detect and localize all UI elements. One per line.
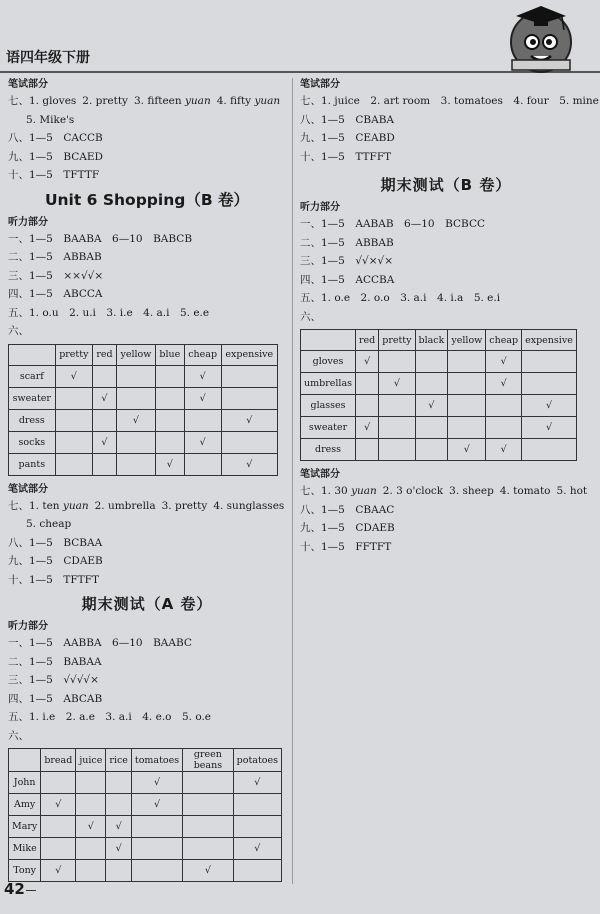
- table-cell: √: [221, 453, 277, 475]
- answer-line: 六、: [300, 310, 321, 323]
- table-cell: √: [356, 351, 379, 373]
- answer-line: 5. Mike's: [26, 113, 75, 126]
- answer-line: 二、1—5 ABBAB: [8, 251, 102, 263]
- answer-line: 四、1—5 ABCAB: [8, 692, 103, 705]
- section-label: 听力部分: [8, 621, 48, 632]
- answer-line: 十、1—5 TFTTF: [8, 169, 100, 181]
- row-label: pants: [9, 453, 56, 475]
- column-header: cheap: [486, 330, 522, 351]
- table-cell: [486, 417, 522, 439]
- table-cell: √: [486, 373, 522, 395]
- page-number: 42: [4, 880, 25, 898]
- answer-line: 三、1—5 √√×√×: [300, 255, 394, 267]
- table-cell: [379, 351, 415, 373]
- row-label: Mary: [9, 816, 41, 838]
- table-cell: [41, 838, 76, 860]
- column-header: rice: [106, 749, 132, 772]
- table-row: [301, 351, 577, 373]
- table-cell: √: [522, 417, 577, 439]
- table-cell: [415, 417, 448, 439]
- table-cell: [522, 351, 577, 373]
- section-title: 期末测试（B 卷）: [380, 176, 512, 194]
- table-row: [301, 439, 577, 461]
- table-cell: [155, 409, 184, 431]
- table-cell: [76, 772, 106, 794]
- table-cell: [131, 860, 182, 882]
- mascot-logo-icon: [504, 2, 578, 78]
- answer-line: 九、1—5 CEABD: [300, 132, 395, 144]
- table-cell: [116, 365, 155, 387]
- column-divider: [292, 78, 293, 884]
- table-cell: [183, 816, 234, 838]
- table-cell: [55, 387, 92, 409]
- answer-line: 十、1—5 TTFFT: [300, 150, 392, 163]
- table-cell: [221, 365, 277, 387]
- column-header: potatoes: [233, 749, 281, 772]
- table-cell: √: [233, 772, 281, 794]
- table-cell: [92, 453, 116, 475]
- table-cell: [233, 816, 281, 838]
- table-cell: √: [184, 365, 221, 387]
- table-row: [9, 816, 282, 838]
- table-row: [9, 387, 278, 409]
- table-cell: [106, 772, 132, 794]
- table-cell: √: [76, 816, 106, 838]
- table-cell: [183, 838, 234, 860]
- table-cell: √: [116, 409, 155, 431]
- column-header: yellow: [448, 330, 486, 351]
- table-row: [301, 373, 577, 395]
- table-cell: [41, 772, 76, 794]
- left-column: [8, 77, 286, 888]
- answer-line: 六、: [8, 325, 29, 337]
- answer-line: 八、1—5 CACCB: [8, 132, 103, 144]
- table-cell: [92, 409, 116, 431]
- table-cell: [448, 417, 486, 439]
- table-cell: √: [448, 439, 486, 461]
- table-cell: [356, 439, 379, 461]
- answer-line: 一、1—5 AABAB 6—10 BCBCC: [300, 218, 486, 230]
- table-cell: [55, 431, 92, 453]
- table-cell: [448, 351, 486, 373]
- table-cell: [155, 365, 184, 387]
- table-cell: [356, 395, 379, 417]
- table-cell: √: [233, 838, 281, 860]
- column-header: blue: [155, 344, 184, 365]
- answer-line: 八、1—5 CBABA: [300, 113, 394, 126]
- table-row: [9, 838, 282, 860]
- table-cell: [448, 373, 486, 395]
- row-label: dress: [9, 409, 56, 431]
- table-cell: √: [184, 431, 221, 453]
- table-row: [9, 431, 278, 453]
- table-cell: [486, 395, 522, 417]
- answer-line: 八、1—5 CBAAC: [300, 503, 395, 516]
- table-cell: [221, 387, 277, 409]
- answer-line: 一、1—5 AABBA 6—10 BAABC: [8, 637, 192, 649]
- section-title: 期末测试（A 卷）: [81, 595, 213, 613]
- table-cell: [356, 373, 379, 395]
- book-title: 语四年级下册: [6, 50, 90, 66]
- answer-line: 三、1—5 √√√√×: [8, 674, 99, 686]
- answer-line: 一、1—5 BAABA 6—10 BABCB: [8, 232, 193, 245]
- column-header: cheap: [184, 344, 221, 365]
- table-cell: [448, 395, 486, 417]
- table-cell: √: [155, 453, 184, 475]
- table-cell: √: [522, 395, 577, 417]
- section-label: 笔试部分: [300, 79, 340, 90]
- table-row: [9, 365, 278, 387]
- row-label: Amy: [9, 794, 41, 816]
- table-cell: [155, 431, 184, 453]
- row-label: Tony: [9, 860, 41, 882]
- answer-line: 五、1. i.e 2. a.e 3. a.i 4. e.o 5. o.e: [8, 711, 212, 723]
- row-label: scarf: [9, 365, 56, 387]
- table-cell: √: [356, 417, 379, 439]
- column-header: [9, 749, 41, 772]
- answer-line: 七、1. juice 2. art room 3. tomatoes 4. four 5. mine: [300, 95, 599, 107]
- table-cell: √: [106, 816, 132, 838]
- row-label: socks: [9, 431, 56, 453]
- table-cell: √: [486, 351, 522, 373]
- table-cell: [76, 794, 106, 816]
- table-cell: √: [379, 373, 415, 395]
- table-cell: √: [183, 860, 234, 882]
- column-header: juice: [76, 749, 106, 772]
- table-cell: [76, 860, 106, 882]
- answer-line: 八、1—5 BCBAA: [8, 536, 103, 549]
- page-number-rule: [26, 890, 36, 891]
- table-row: [9, 794, 282, 816]
- table-row: [9, 860, 282, 882]
- column-header: pretty: [379, 330, 415, 351]
- section-title: Unit 6 Shopping（B 卷）: [44, 190, 250, 209]
- table-cell: [415, 373, 448, 395]
- answer-line: 四、1—5 ACCBA: [300, 273, 395, 286]
- answer-line: 四、1—5 ABCCA: [8, 288, 103, 300]
- section-label: 听力部分: [300, 202, 340, 213]
- column-header: red: [356, 330, 379, 351]
- table-cell: [55, 453, 92, 475]
- table-cell: [379, 439, 415, 461]
- table-cell: √: [92, 431, 116, 453]
- column-header: red: [92, 344, 116, 365]
- table-cell: √: [55, 365, 92, 387]
- answer-line: 三、1—5 ××√√×: [8, 269, 104, 282]
- table-cell: [41, 816, 76, 838]
- section-label: 笔试部分: [300, 469, 340, 480]
- table-header-row: [9, 749, 282, 772]
- table-cell: √: [221, 409, 277, 431]
- answer-line: 五、1. o.u 2. u.i 3. i.e 4. a.i 5. e.e: [8, 306, 210, 319]
- answer-line: 七、1. 30 yuan 2. 3 o'clock 3. sheep 4. tomato 5. hot: [300, 485, 588, 497]
- answer-line: 十、1—5 FFTFT: [300, 540, 392, 553]
- row-label: sweater: [9, 387, 56, 409]
- table-cell: √: [486, 439, 522, 461]
- row-label: sweater: [301, 417, 356, 439]
- table-cell: [131, 816, 182, 838]
- table-header-row: [301, 330, 577, 351]
- column-header: tomatoes: [131, 749, 182, 772]
- table-cell: [379, 395, 415, 417]
- table-cell: √: [41, 794, 76, 816]
- answer-line: 二、1—5 BABAA: [8, 655, 102, 668]
- table-cell: √: [415, 395, 448, 417]
- answer-line: 十、1—5 TFTFT: [8, 573, 99, 586]
- table-row: [301, 417, 577, 439]
- table-cell: [379, 417, 415, 439]
- answer-table: [8, 748, 282, 882]
- answer-line: 六、: [8, 729, 29, 742]
- table-cell: √: [92, 387, 116, 409]
- column-header: pretty: [55, 344, 92, 365]
- row-label: John: [9, 772, 41, 794]
- row-label: Mike: [9, 838, 41, 860]
- table-cell: [183, 772, 234, 794]
- table-cell: [183, 794, 234, 816]
- table-row: [9, 409, 278, 431]
- table-cell: √: [131, 772, 182, 794]
- table-cell: [415, 439, 448, 461]
- answer-table: [300, 329, 577, 461]
- table-cell: [522, 373, 577, 395]
- section-label: 笔试部分: [8, 79, 48, 90]
- table-cell: [116, 387, 155, 409]
- table-cell: [92, 365, 116, 387]
- table-cell: [76, 838, 106, 860]
- table-cell: [131, 838, 182, 860]
- table-cell: [221, 431, 277, 453]
- section-label: 听力部分: [8, 216, 48, 228]
- table-cell: [522, 439, 577, 461]
- table-cell: [55, 409, 92, 431]
- table-cell: [106, 860, 132, 882]
- table-cell: √: [131, 794, 182, 816]
- table-cell: [184, 409, 221, 431]
- table-cell: [106, 794, 132, 816]
- row-label: umbrellas: [301, 373, 356, 395]
- answer-line: 九、1—5 BCAED: [8, 150, 103, 163]
- answer-line: 七、1. ten yuan 2. umbrella 3. pretty 4. sunglasses: [8, 499, 285, 512]
- column-header: expensive: [522, 330, 577, 351]
- table-cell: √: [41, 860, 76, 882]
- row-label: gloves: [301, 351, 356, 373]
- table-cell: [415, 351, 448, 373]
- column-header: expensive: [221, 344, 277, 365]
- table-row: [9, 772, 282, 794]
- right-column: [300, 77, 599, 556]
- table-cell: √: [106, 838, 132, 860]
- column-header: bread: [41, 749, 76, 772]
- table-cell: [184, 453, 221, 475]
- table-cell: [233, 860, 281, 882]
- table-row: [9, 453, 278, 475]
- column-header: [301, 330, 356, 351]
- row-label: glasses: [301, 395, 356, 417]
- row-label: dress: [301, 439, 356, 461]
- table-cell: [116, 431, 155, 453]
- answer-line: 二、1—5 ABBAB: [300, 236, 394, 249]
- column-header: yellow: [116, 344, 155, 365]
- answer-line: 七、1. gloves 2. pretty 3. fifteen yuan 4. fifty yuan: [8, 95, 281, 107]
- table-cell: [233, 794, 281, 816]
- answer-line: 九、1—5 CDAEB: [300, 522, 395, 534]
- column-header: green beans: [183, 749, 234, 772]
- answer-table: [8, 344, 278, 476]
- table-cell: [155, 387, 184, 409]
- column-header: [9, 344, 56, 365]
- section-label: 笔试部分: [8, 483, 48, 495]
- table-cell: √: [184, 387, 221, 409]
- table-row: [301, 395, 577, 417]
- table-header-row: [9, 344, 278, 365]
- answer-line: 5. cheap: [26, 518, 72, 530]
- column-header: black: [415, 330, 448, 351]
- table-cell: [116, 453, 155, 475]
- answer-line: 九、1—5 CDAEB: [8, 555, 103, 567]
- answer-line: 五、1. o.e 2. o.o 3. a.i 4. i.a 5. e.i: [300, 292, 501, 304]
